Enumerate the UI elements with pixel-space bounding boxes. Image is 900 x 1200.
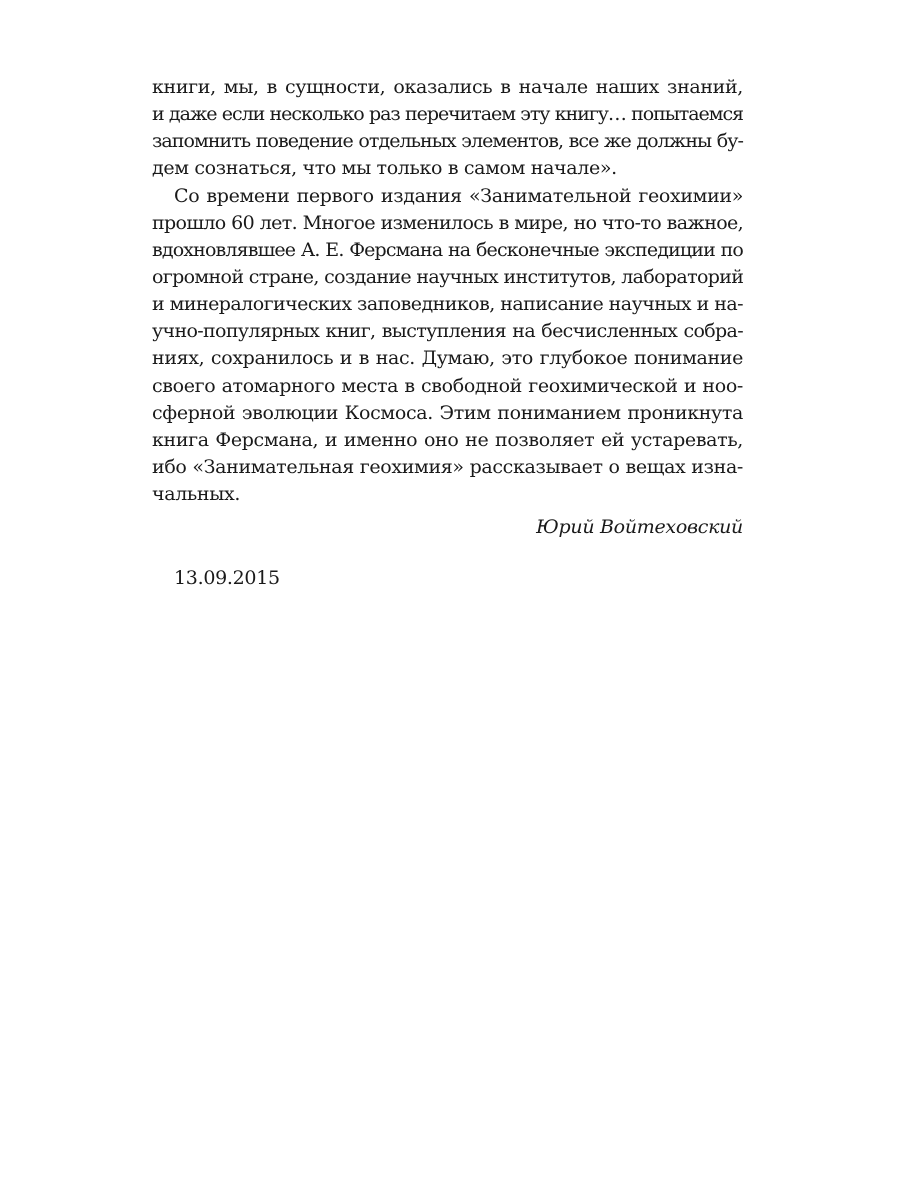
text-line: вдохновлявшее А. Е. Ферсмана на бесконечные экспедиции по <box>152 238 743 261</box>
text-line: огромной стране, создание научных институтов, лабораторий <box>152 265 744 288</box>
text-line: запомнить поведение отдельных элементов, все же должны бу- <box>152 130 743 153</box>
text-line: книга Ферсмана, и именно оно не позволяет ей устаревать, <box>152 428 743 451</box>
text-line: дем сознаться, что мы только в самом начале». <box>152 157 617 180</box>
author-signature: Юрий Войтеховский <box>536 516 743 539</box>
text-line: чальных. <box>152 483 241 506</box>
text-line: книги, мы, в сущности, оказались в начале наших знаний, <box>152 76 743 98</box>
text-line: Со времени первого издания «Занимательной геохимии» <box>174 184 743 207</box>
date-line: 13.09.2015 <box>174 567 280 589</box>
text-line: своего атомарного места в свободной геохимической и ноо- <box>152 374 743 397</box>
text-line: ниях, сохранилось и в нас. Думаю, это глубокое понимание <box>152 347 743 370</box>
text-line: сферной эволюции Космоса. Этим пониманием проникнута <box>152 401 743 424</box>
paragraph-main <box>152 183 743 509</box>
paragraph-continuation <box>152 74 743 183</box>
text-line: и даже если несколько раз перечитаем эту книгу… попытаемся <box>152 103 743 126</box>
text-line: прошло 60 лет. Многое изменилось в мире, но что-то важное, <box>152 211 743 234</box>
text-line: и минералогических заповедников, написание научных и на- <box>152 293 743 316</box>
text-line: ибо «Занимательная геохимия» рассказывает о вещах изна- <box>152 455 743 478</box>
text-line: учно-популярных книг, выступления на бесчисленных собра- <box>152 320 743 343</box>
page-body <box>152 74 743 541</box>
